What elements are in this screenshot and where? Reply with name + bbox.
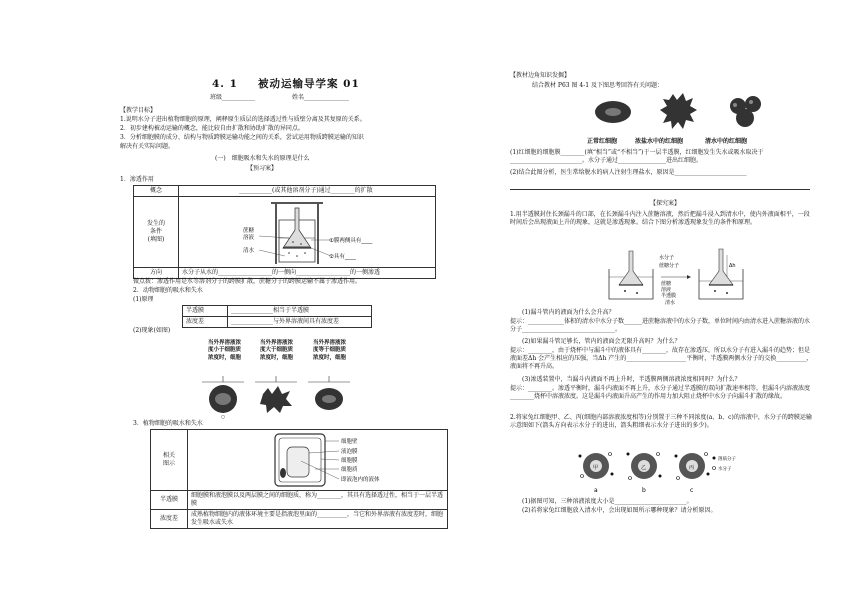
plant-cell-table bbox=[150, 429, 448, 529]
goal-2: 2．初步建构被动运输的概念，能比较自由扩散和协助扩散的异同点。 bbox=[120, 125, 304, 132]
explore-q1-answer: 提示：____________体积的清水中水分子数______进蔗糖溶液中的水分子数，单位时间内由清水进入蔗糖溶液的水分子_______________________________。 bbox=[510, 318, 811, 334]
rbc-caption-1: 当外界溶液浓 度小于细胞质 浓度时，细胞 bbox=[208, 340, 242, 361]
animal-cell-heading: 2．动物细胞的吸水和失水 bbox=[133, 287, 203, 294]
plant-label-tonoplast: 液泡膜 bbox=[341, 449, 358, 455]
osmosis-heading: 1．渗透作用 bbox=[120, 176, 154, 183]
explore-2-q1: (1)据图可知，三种溶液浓度大小是________________________。 bbox=[522, 498, 693, 505]
plant-semi-label: 半透膜 bbox=[151, 491, 188, 510]
phenomenon-heading: (2)现象(如图) bbox=[133, 327, 171, 334]
page-title: 被动运输导学案 01 bbox=[258, 78, 360, 90]
explore-q3-answer: 提示：________。渗透平衡时，漏斗内液面不再上升，水分子通过半透膜的双向扩散速率相等，但漏斗内溶液浓度________烧杯中溶液浓度。这是漏斗内液面升高产生的作用力加大阻止烧杯中水分子向漏斗扩散的缘故。 bbox=[510, 385, 811, 401]
title-number: 4. 1 bbox=[212, 78, 238, 90]
explore-2: 2.将家兔红细胞甲、乙、丙(细胞内部溶液浓度相等)分别置于三种不同浓度(a、b、c)的溶液中，水分子的跨膜运输示意图如下(箭头方向表示水分子的进出，箭头粗细表示水分子进出的多少)。 bbox=[510, 414, 812, 430]
goals-header: 【教学目标】 bbox=[120, 107, 157, 114]
fig3-label-bing: 丙 bbox=[689, 465, 695, 471]
principle-conc-value: ______________与外界溶液间具有浓度差 bbox=[228, 317, 372, 328]
concept-value: ___________(或其他溶剂分子)通过________的扩散 bbox=[179, 186, 436, 197]
rbc-caption-2: 当外界溶液浓 度大于细胞质 浓度时，细胞 bbox=[260, 340, 294, 361]
question-1: (1)红细胞的细胞膜________(填“相当”或“不相当”)于一层半透膜，红细胞发生失水或吸水取决于________________________。水分子通过________________进出红细胞。 bbox=[510, 149, 764, 165]
explore-q3: (3)渗透装置中，当漏斗内液面不再上升时，半透膜两侧溶液浓度相同吗？为什么？ bbox=[522, 376, 741, 383]
plant-semi-value: 细胞膜和液泡膜以及两层膜之间的细胞质，称为________，其具有选择透过性，相当于一层半透膜 bbox=[188, 491, 448, 510]
preview-header: 【预习案】 bbox=[247, 165, 278, 172]
fig-label-water: 清水 bbox=[243, 248, 255, 255]
osmosis-figure-cell bbox=[179, 197, 436, 268]
condition-label: 发生的 条件 (填图) bbox=[134, 197, 179, 268]
micro-tip: 微点拨：渗透作用是水等溶剂分子的跨膜扩散，蔗糖分子的跨膜运输不属于渗透作用。 bbox=[133, 278, 362, 285]
rbc-title-normal: 正常红细胞 bbox=[587, 138, 618, 145]
fig3-label-solute: 溶质分子 bbox=[718, 457, 736, 462]
fig-label-cond2: ②具有____ bbox=[329, 254, 356, 261]
plant-fig-label: 相关 图示 bbox=[151, 430, 188, 491]
plant-label-cytoplasm: 细胞质 bbox=[341, 467, 358, 473]
fig3-label-b: b bbox=[642, 487, 646, 494]
fig2-label-water-molecule: 水分子 bbox=[659, 255, 675, 261]
principle-table bbox=[182, 305, 372, 328]
rbc-phenomenon-figure bbox=[198, 364, 378, 419]
plant-conc-value: 成熟植物细胞内的液体环境主要是指液泡里面的__________，当它和外界溶液有浓度差时，细胞发生吸水或失水 bbox=[188, 510, 448, 529]
explore-header: 【探究案】 bbox=[650, 200, 681, 207]
question-2: (2)结合此图分析，医生常给脱水的病人注射生理盐水，原因是________________________ bbox=[510, 169, 747, 176]
direction-label: 方向 bbox=[134, 268, 179, 279]
extension-header: 【教材边角知识发掘】 bbox=[510, 72, 571, 79]
fig-label-cond1: ①膜两侧具有____ bbox=[329, 238, 373, 245]
fig2-label-water: 清水 bbox=[665, 300, 676, 305]
goal-3-cont: 解决有关实际问题。 bbox=[120, 143, 175, 150]
osmosis-experiment-figure bbox=[603, 247, 763, 305]
rbc-caption-3: 当外界溶液浓 度等于细胞质 浓度时，细胞 bbox=[313, 340, 347, 361]
fig2-label-dh: Δh bbox=[729, 263, 736, 269]
plant-conc-label: 浓度差 bbox=[151, 510, 188, 529]
plant-label-membrane: 细胞膜 bbox=[341, 458, 358, 464]
explore-q2: (2)如果漏斗管足够长，管内的液面会无限升高吗？为什么？ bbox=[522, 338, 681, 345]
section-heading-1: (一) 细胞吸水和失水的原理是什么 bbox=[215, 155, 310, 162]
principle-heading: (1)原理 bbox=[133, 296, 154, 303]
svg-text:○: ○ bbox=[221, 415, 225, 419]
fig-label-solution: 溶液 bbox=[243, 235, 255, 242]
plant-cell-figure bbox=[271, 431, 431, 489]
explore-q2-answer: 提示：________，由于烧杯中与漏斗中的液体具有________，故存在渗透压，所以水分子有进入漏斗的趋势；但是液面差Δh 会产生相应的压强，当Δh 产生的____________________平衡时，半透膜两侧水分子的交换__________，液面将不再升高。 bbox=[510, 347, 813, 371]
fig3-label-a: a bbox=[594, 487, 598, 494]
plant-figure-cell bbox=[188, 430, 448, 491]
answer-line bbox=[510, 189, 810, 190]
fig2-label-membrane: 半透膜 bbox=[661, 293, 677, 299]
osmosis-apparatus-figure bbox=[237, 198, 377, 266]
plant-label-wall: 细胞壁 bbox=[341, 439, 358, 445]
osmosis-table bbox=[133, 185, 436, 279]
rbc-states-figure bbox=[583, 92, 783, 137]
direction-value: 水分子从水的__________________的一侧向__________________的一侧渗透 bbox=[179, 268, 436, 279]
extension-intro: 结合教材 P63 图 4-1 及下图思考回答有关问题： bbox=[532, 82, 663, 89]
principle-semi-label: 半透膜 bbox=[183, 306, 228, 317]
rbc-title-freshwater: 清水中的红细胞 bbox=[705, 138, 748, 145]
goal-3: 3．分析细胞膜的成分、结构与物质跨膜运输功能之间的关系，尝试运用物质跨膜运输的知识 bbox=[120, 134, 364, 141]
rbc-solutions-figure bbox=[574, 446, 744, 496]
fig-label-sucrose: 蔗糖 bbox=[243, 228, 255, 235]
concept-label: 概念 bbox=[134, 186, 179, 197]
class-label: 班级___________ bbox=[210, 94, 256, 101]
fig3-label-yi: 乙 bbox=[641, 465, 647, 471]
fig3-label-c: c bbox=[690, 487, 694, 494]
explore-q1: (1)漏斗管内的液面为什么会升高？ bbox=[522, 309, 615, 316]
fig3-label-water-molecule: 水分子 bbox=[718, 467, 732, 472]
plant-cell-heading: 3．植物细胞的吸水和失水 bbox=[133, 420, 203, 427]
fig2-label-solution: 溶液 bbox=[661, 287, 672, 293]
principle-semi-value: ______________相当于半透膜 bbox=[228, 306, 372, 317]
fig2-label-sucrose: 蔗糖 bbox=[661, 281, 672, 287]
fig3-label-jia: 甲 bbox=[593, 465, 599, 471]
name-label: 姓名_______________ bbox=[292, 94, 350, 101]
goal-1: 1.说明水分子进出植物细胞的原理，阐释原生质层的选择透过性与质壁分离及其复原的关系。 bbox=[120, 116, 366, 123]
principle-conc-label: 浓度差 bbox=[183, 317, 228, 328]
explore-2-q2: (2)若将家兔红细胞放入清水中，会出现如图所示哪种现象？请分析原因。 bbox=[522, 507, 717, 514]
explore-1: 1.用半透膜封住长颈漏斗的口部，在长颈漏斗内注入蔗糖溶液，然后把漏斗浸入到清水中，使内外液面相平，一段时间后会出现液面上升的现象，这就是渗透现象。结合下图分析渗透现象发生的条件和原理。 bbox=[510, 211, 810, 227]
fig2-label-sucrose-molecule: 蔗糖分子 bbox=[659, 263, 680, 269]
rbc-title-saltwater: 浓盐水中的红细胞 bbox=[635, 138, 684, 145]
plant-label-sap: 即液泡内的液体 bbox=[341, 477, 380, 483]
